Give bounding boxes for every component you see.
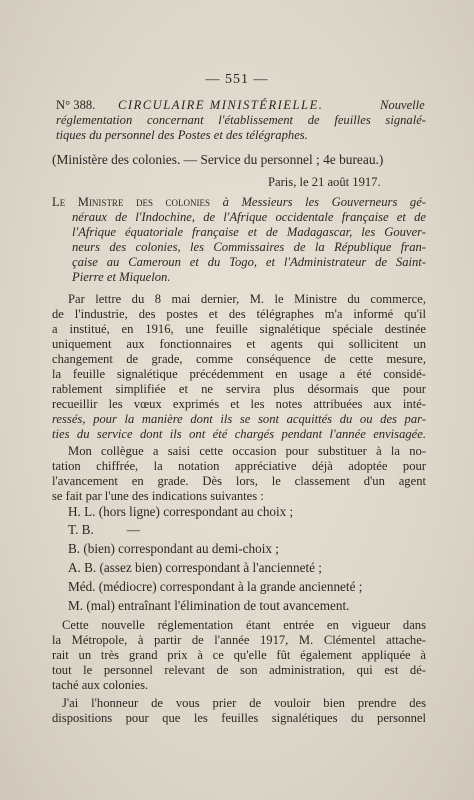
paragraph-line: rait un très grand prix à ce qu'elle fût également appliquée à — [52, 648, 426, 662]
circular-title: CIRCULAIRE MINISTÉRIELLE. — [118, 98, 324, 112]
grade-item: H. L. (hors ligne) correspondant au choix ; — [68, 504, 294, 519]
address-line: çaise au Cameroun et du Togo, et l'Administrateur de Saint- — [72, 255, 426, 269]
paragraph-line: la feuille signalétique précédemment en usage a été considé- — [52, 367, 426, 381]
page-number: — 551 — — [205, 72, 269, 87]
paragraph-line: taché aux colonies. — [52, 678, 149, 692]
paragraph-line: rablement simplifiée et ne servira plus désormais que pour — [52, 382, 426, 396]
paragraph-line: tation chiffrée, la notation appréciative déjà adoptée pour — [52, 459, 426, 473]
paragraph-line: J'ai l'honneur de vous prier de vouloir bien prendre des — [62, 696, 426, 710]
address-line: Le Ministre des colonies à Messieurs les Gouverneurs gé- — [52, 195, 426, 209]
grade-item: T. B. — — [68, 522, 140, 537]
grade-item: B. (bien) correspondant au demi-choix ; — [68, 541, 279, 556]
date-line: Paris, le 21 août 1917. — [268, 175, 381, 189]
circular-subject-line: Nouvelle — [380, 98, 425, 112]
paragraph-line: la Métropole, à partir de l'année 1917, M. Clémentel attache- — [52, 633, 426, 647]
address-line: néraux de l'Indochine, de l'Afrique occidentale française et de — [72, 210, 426, 224]
paragraph-line: a institué, en 1916, une feuille signalétique spéciale destinée — [52, 322, 426, 336]
paragraph-line: se fait par l'une des indications suivantes : — [52, 489, 264, 503]
paragraph-line: changement de grade, comme conséquence de cette mesure, — [52, 352, 426, 366]
grade-item: A. B. (assez bien) correspondant à l'ancienneté ; — [68, 560, 322, 575]
ministry-line: (Ministère des colonies. — Service du personnel ; 4e bureau.) — [52, 152, 384, 167]
paragraph-line: tout le personnel relevant de son administration, qui est dé- — [52, 663, 426, 677]
paragraph-line: Par lettre du 8 mai dernier, M. le Ministre du commerce, — [68, 292, 426, 306]
paragraph-line: ties du service dont ils ont été chargés pendant l'année envisagée. — [52, 427, 426, 441]
paragraph-line: de l'industrie, des postes et des télégraphes m'a informé qu'il — [52, 307, 426, 321]
circular-subject-line: réglementation concernant l'établissement de feuilles signalé- — [56, 113, 426, 127]
address-line: neurs des colonies, les Commissaires de la République fran- — [72, 240, 426, 254]
paragraph-line: l'avancement en grade. Dès lors, le classement d'un agent — [52, 474, 426, 488]
circular-subject-line: tiques du personnel des Postes et des télégraphes. — [56, 128, 308, 142]
paragraph-line: Mon collègue a saisi cette occasion pour substituer à la no- — [68, 444, 426, 458]
address-line: l'Afrique équatoriale française et de Madagascar, les Gouver- — [72, 225, 426, 239]
paragraph-line: dispositions pour que les feuilles signalétiques du personnel — [52, 711, 426, 725]
paragraph-line: Cette nouvelle réglementation étant entrée en vigueur dans — [62, 618, 426, 632]
grade-item: M. (mal) entraînant l'élimination de tout avancement. — [68, 598, 350, 613]
paragraph-line: ressés, pour la manière dont ils se sont acquittés du ou des par- — [52, 412, 426, 426]
address-lead: Le Ministre des colonies — [52, 195, 211, 209]
grade-item: Méd. (médiocre) correspondant à la grande ancienneté ; — [68, 579, 363, 594]
paragraph-line: uniquement aux fonctionnaires et agents qui sollicitent un — [52, 337, 426, 351]
circular-number: N° 388. — [56, 98, 96, 112]
paragraph-line: recueillir les vœux exprimés et les notes attribuées aux inté- — [52, 397, 426, 411]
address-line: Pierre et Miquelon. — [72, 270, 171, 284]
